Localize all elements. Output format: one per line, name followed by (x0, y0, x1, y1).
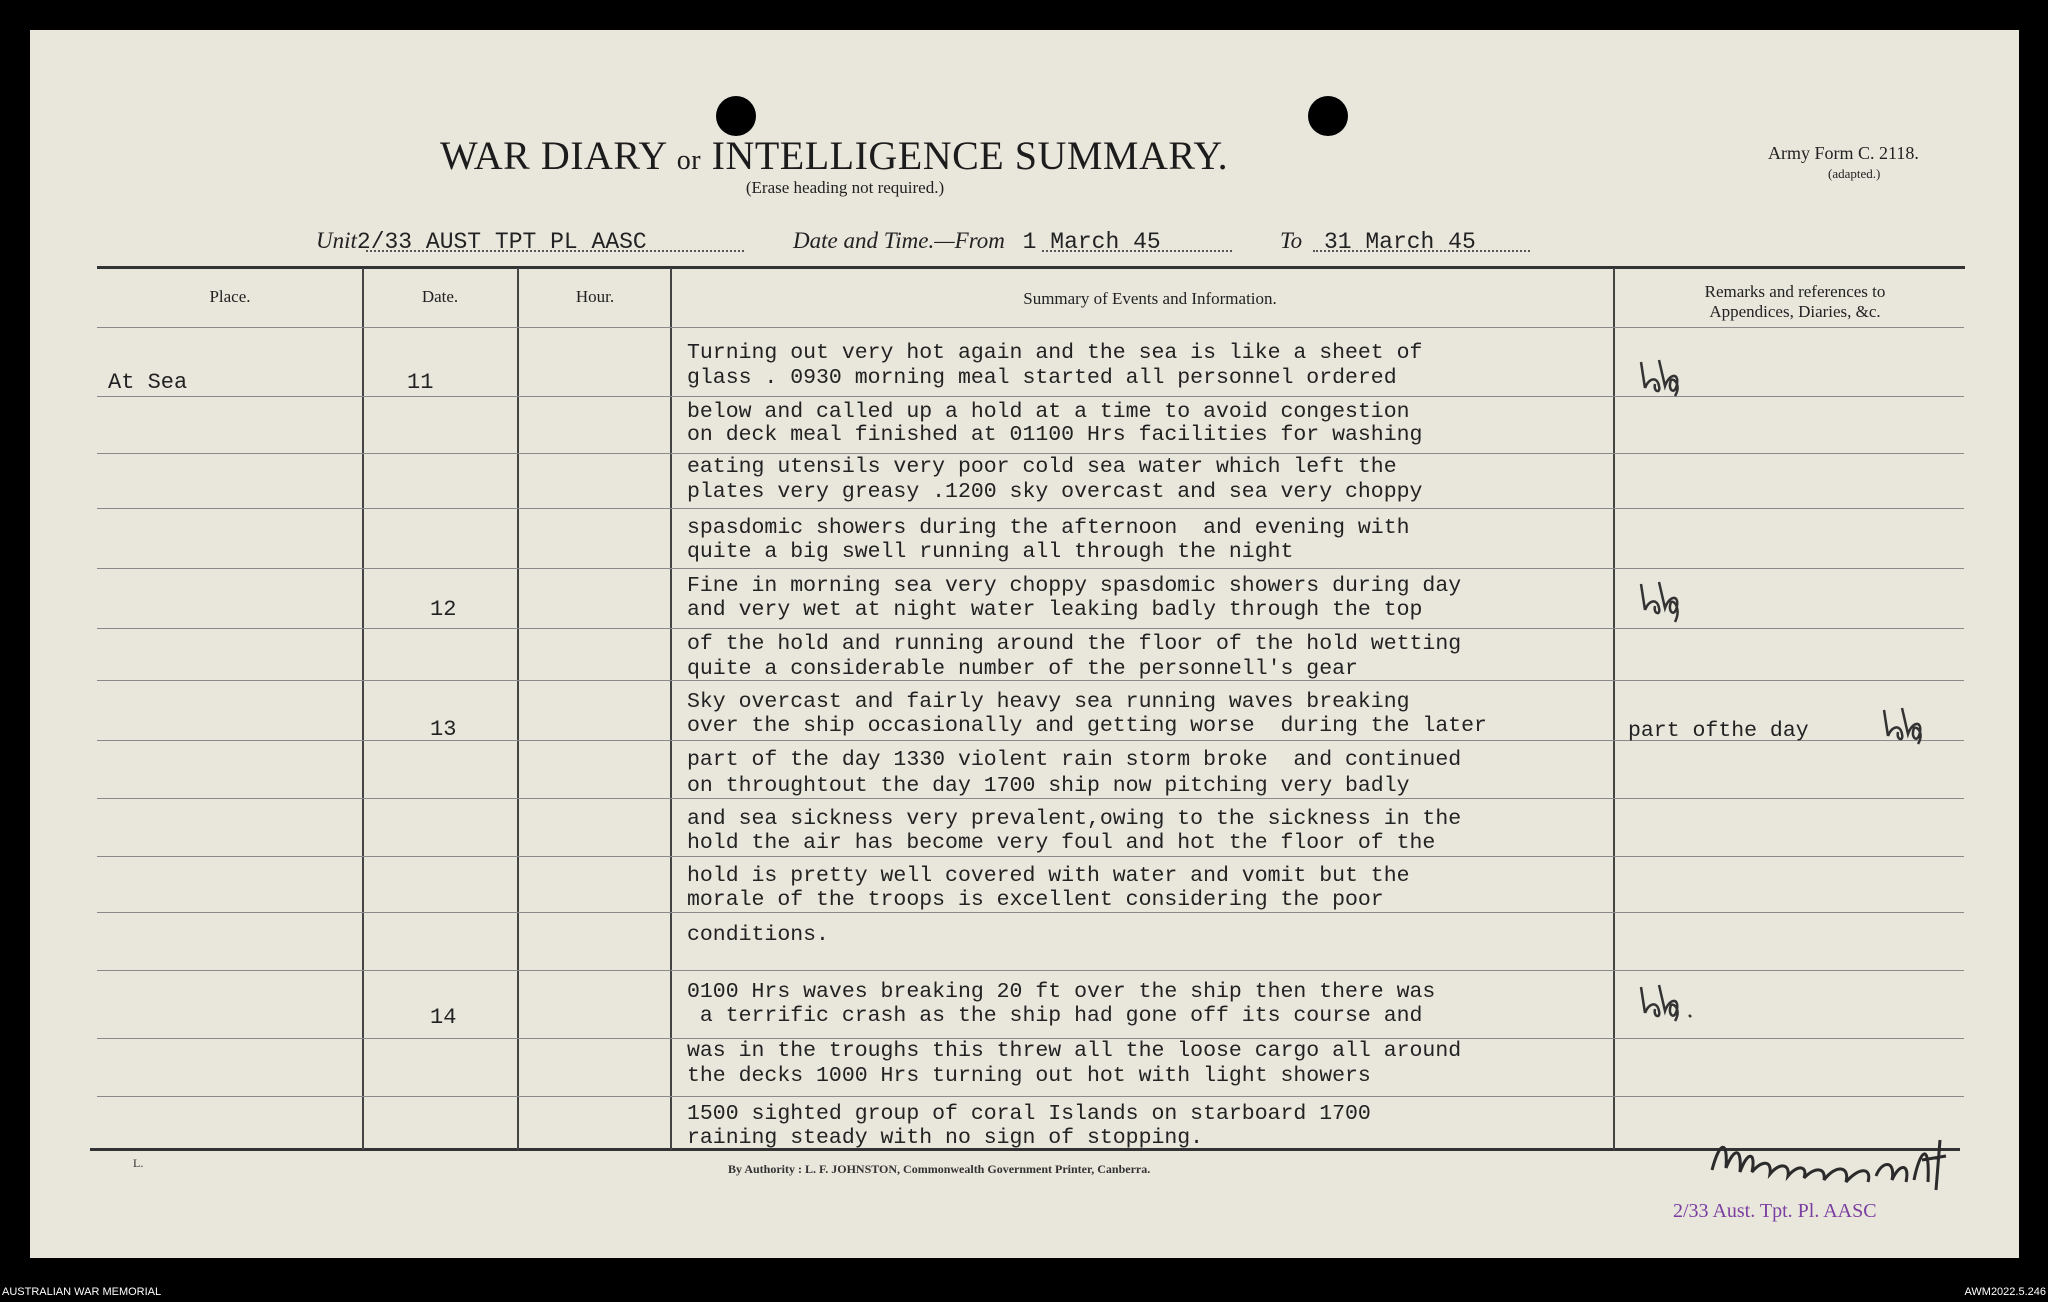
column-divider (1613, 268, 1615, 1150)
row-rule (97, 508, 1964, 509)
header-remarks-line2: Appendices, Diaries, &c. (1709, 302, 1881, 321)
remark-text: part ofthe day (1628, 719, 1809, 743)
summary-line: glass . 0930 morning meal started all personnel ordered (687, 366, 1397, 390)
summary-line: of the hold and running around the floor of the hold wetting (687, 632, 1462, 656)
initials-mark (1878, 698, 1938, 758)
table-top-rule (97, 266, 1965, 269)
summary-line: 1500 sighted group of coral Islands on starboard 1700 (687, 1102, 1371, 1126)
summary-line: on deck meal finished at 01100 Hrs facilities for washing (687, 423, 1423, 447)
header-hour: Hour. (575, 287, 615, 306)
summary-line: plates very greasy .1200 sky overcast and sea very choppy (687, 480, 1423, 504)
summary-line: conditions. (687, 923, 829, 947)
summary-line: Sky overcast and fairly heavy sea running waves breaking (687, 690, 1410, 714)
adapted-label: (adapted.) (1828, 166, 1881, 181)
archive-caption: AUSTRALIAN WAR MEMORIAL (2, 1286, 162, 1298)
date-to-label: To (1280, 228, 1303, 253)
punch-hole (716, 96, 756, 136)
place-cell: At Sea (108, 370, 188, 395)
initials-mark (1635, 350, 1695, 400)
summary-line: a terrific crash as the ship had gone off its course and (687, 1004, 1423, 1028)
summary-line: part of the day 1330 violent rain storm broke and continued (687, 748, 1462, 772)
initials-mark (1635, 975, 1705, 1035)
row-rule (97, 970, 1964, 971)
header-remarks-line1: Remarks and references to (1704, 282, 1886, 301)
summary-line: hold is pretty well covered with water and vomit but the (687, 864, 1410, 888)
punch-hole (1308, 96, 1348, 136)
unit-stamp: 2/33 Aust. Tpt. Pl. AASC (1673, 1200, 1877, 1222)
summary-line: spasdomic showers during the afternoon and evening with (687, 516, 1410, 540)
summary-line: Turning out very hot again and the sea is like a sheet of (687, 341, 1423, 365)
summary-line: and sea sickness very prevalent,owing to the sickness in the (687, 807, 1462, 831)
summary-line: raining steady with no sign of stopping. (687, 1126, 1204, 1150)
row-rule (97, 453, 1964, 454)
header-place: Place. (209, 287, 251, 306)
row-rule (97, 568, 1964, 569)
summary-line: quite a considerable number of the personnell's gear (687, 657, 1358, 681)
summary-line: and very wet at night water leaking badly through the top (687, 598, 1423, 622)
summary-line: 0100 Hrs waves breaking 20 ft over the ship then there was (687, 980, 1436, 1004)
date-cell: 12 (430, 597, 457, 622)
title-intelligence-summary: INTELLIGENCE SUMMARY. (711, 133, 1229, 178)
initials-mark (1635, 572, 1695, 632)
form-letter: L. (133, 1156, 144, 1170)
summary-line: Fine in morning sea very choppy spasdomic showers during day (687, 574, 1462, 598)
unit-value: 2/33 AUST TPT PL AASC (356, 229, 647, 255)
date-cell: 13 (430, 717, 457, 742)
signature (1700, 1120, 1980, 1200)
summary-line: quite a big swell running all through the night (687, 540, 1294, 564)
header-rule (97, 327, 1964, 328)
authority-line: By Authority : L. F. JOHNSTON, Commonwealth Government Printer, Canberra. (728, 1162, 1151, 1176)
date-cell: 14 (430, 1005, 457, 1030)
column-divider (670, 268, 672, 1150)
dotted-line (1313, 250, 1530, 252)
summary-line: hold the air has become very foul and hot the floor of the (687, 831, 1436, 855)
dotted-line (1042, 250, 1232, 252)
summary-line: below and called up a hold at a time to avoid congestion (687, 400, 1410, 424)
subtitle: (Erase heading not required.) (745, 178, 945, 197)
dotted-line (366, 250, 744, 252)
date-from-label: Date and Time.—From (793, 228, 1005, 253)
row-rule (97, 1096, 1964, 1097)
summary-line: the decks 1000 Hrs turning out hot with light showers (687, 1064, 1371, 1088)
header-date: Date. (421, 287, 459, 306)
title-war-diary: WAR DIARY (439, 133, 667, 178)
date-from-value: 1 March 45 (1022, 229, 1161, 255)
date-cell: 11 (407, 370, 434, 395)
row-rule (97, 856, 1964, 857)
header-summary: Summary of Events and Information. (1023, 289, 1277, 308)
header-remarks (1640, 282, 1950, 322)
column-divider (362, 268, 364, 1150)
summary-line: over the ship occasionally and getting worse during the later (687, 714, 1487, 738)
summary-line: morale of the troops is excellent considering the poor (687, 888, 1384, 912)
army-form-label: Army Form C. 2118. (1768, 143, 1919, 163)
title-or: or (676, 145, 702, 176)
unit-label: Unit (316, 228, 357, 253)
summary-line: eating utensils very poor cold sea water which left the (687, 455, 1397, 479)
page-title (0, 132, 1668, 179)
summary-line: on throughtout the day 1700 ship now pitching very badly (687, 774, 1410, 798)
archive-reference: AWM2022.5.246 (1964, 1286, 2046, 1298)
column-divider (517, 268, 519, 1150)
date-to-value: 31 March 45 (1323, 229, 1476, 255)
summary-line: was in the troughs this threw all the loose cargo all around (687, 1039, 1462, 1063)
